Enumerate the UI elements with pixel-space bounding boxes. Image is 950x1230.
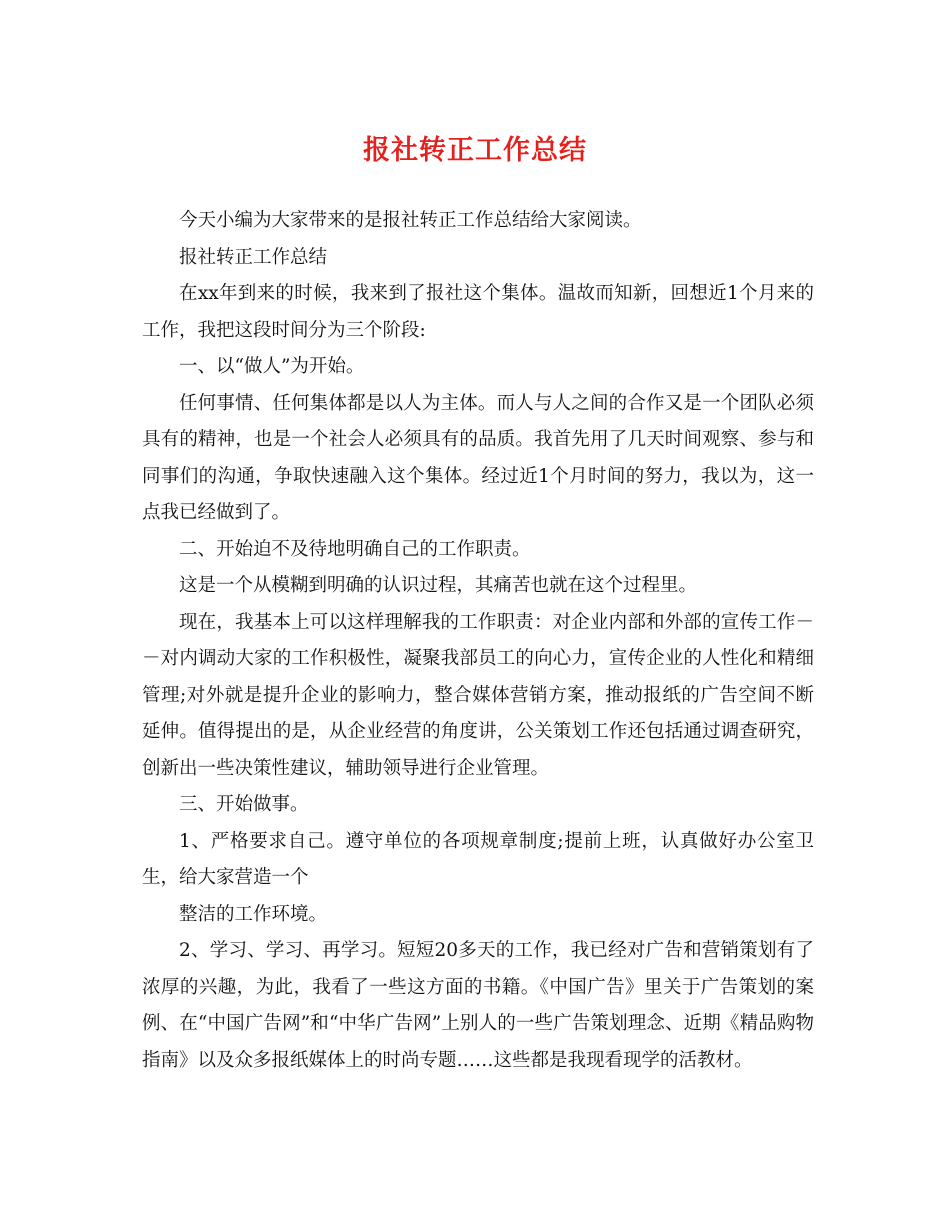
paragraph-intro: 今天小编为大家带来的是报社转正工作总结给大家阅读。 <box>179 210 642 231</box>
paragraph-stage-three-heading: 三、开始做事。 <box>179 794 309 815</box>
document-body <box>142 203 814 1079</box>
paragraph-subtitle: 报社转正工作总结 <box>179 246 328 268</box>
paragraph-item-two: 2、学习、学习、再学习。短短20多天的工作，我已经对广告和营销策划有了浓厚的兴趣，为此，我看了一些这方面的书籍。《中国广告》里关于广告策划的案例、在“中国广告网”和“中华广告网”上别人的一些广告策划理念、近期《精品购物指南》以及众多报纸媒体上的时尚专题……这些都是我现看现学的活教材。 <box>142 940 814 1071</box>
paragraph-stage-one-body: 任何事情、任何集体都是以人为主体。而人与人之间的合作又是一个团队必须具有的精神，也是一个社会人必须具有的品质。我首先用了几天时间观察、参与和同事们的沟通，争取快速融入这个集体。经过近1个月时间的努力，我以为，这一点我已经做到了。 <box>142 392 814 523</box>
paragraph-stage-two-intro: 这是一个从模糊到明确的认识过程，其痛苦也就在这个过程里。 <box>179 575 698 596</box>
page-title: 报社转正工作总结 <box>363 135 587 166</box>
paragraph-stage-two-heading: 二、开始迫不及待地明确自己的工作职责。 <box>179 538 531 560</box>
paragraph-item-one-continued: 整洁的工作环境。 <box>179 903 328 925</box>
paragraph-stage-two-body: 现在，我基本上可以这样理解我的工作职责：对企业内部和外部的宣传工作－－对内调动大家的工作积极性，凝聚我部员工的向心力，宣传企业的人性化和精细管理;对外就是提升企业的影响力，整合媒体营销方案，推动报纸的广告空间不断延伸。值得提出的是，从企业经营的角度讲，公关策划工作还包括通过调查研究，创新出一些决策性建议，辅助领导进行企业管理。 <box>142 611 814 779</box>
paragraph-item-one: 1、严格要求自己。遵守单位的各项规章制度;提前上班，认真做好办公室卫生，给大家营造一个 <box>142 830 814 888</box>
paragraph-arrival: 在xx年到来的时候，我来到了报社这个集体。温故而知新，回想近1个月来的工作，我把这段时间分为三个阶段: <box>142 283 814 341</box>
paragraph-stage-one-heading: 一、以“做人”为开始。 <box>179 356 365 377</box>
